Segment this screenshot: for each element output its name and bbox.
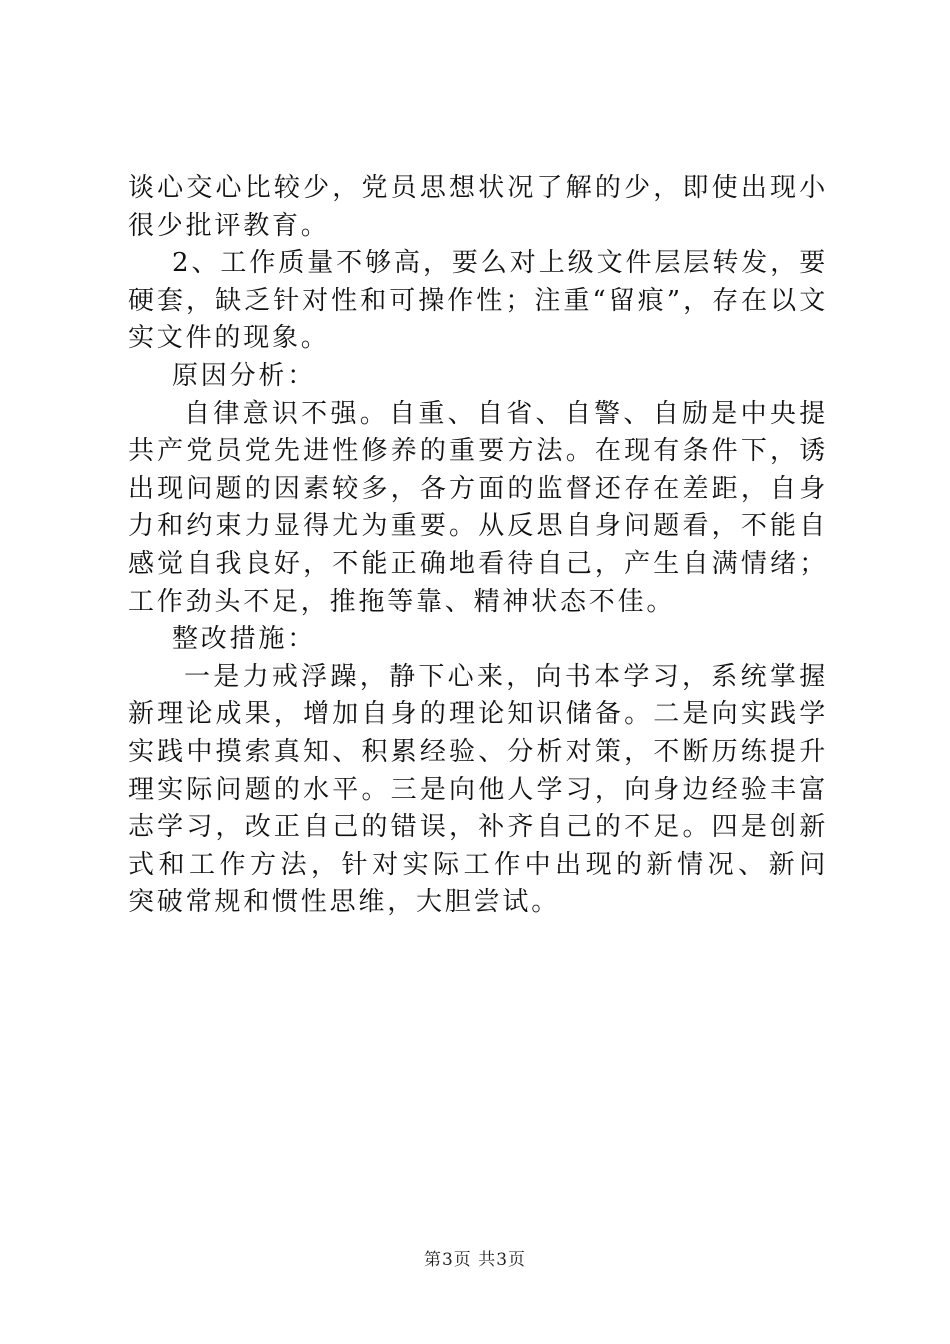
section-heading: 整改措施： — [172, 624, 317, 655]
page-number-footer: 第3页 共3页 — [423, 1250, 527, 1270]
text-line: 志学习，改正自己的错误，补齐自己的不足。四是创新 — [128, 812, 828, 843]
text-line: 自律意识不强。自重、自省、自警、自励是中央提 — [184, 398, 828, 429]
text-line: 新理论成果，增加自身的理论知识储备。二是向实践学 — [128, 699, 828, 730]
text-line: 工作劲头不足，推拖等靠、精神状态不佳。 — [128, 586, 676, 617]
document-body — [128, 170, 828, 922]
text-line: 实践中摸索真知、积累经验、分析对策，不断历练提升 — [128, 736, 828, 767]
text-line: 谈心交心比较少，党员思想状况了解的少，即使出现小 — [128, 173, 828, 203]
text-line: 一是力戒浮躁，静下心来，向书本学习，系统掌握 — [184, 661, 828, 692]
text-line: 很少批评教育。 — [128, 210, 330, 241]
text-line: 力和约束力显得尤为重要。从反思自身问题看，不能自 — [128, 511, 828, 542]
text-line: 出现问题的因素较多，各方面的监督还存在差距，自身 — [128, 473, 828, 504]
text-line: 实文件的现象。 — [128, 323, 330, 354]
section-heading: 原因分析： — [172, 360, 317, 391]
text-line: 式和工作方法，针对实际工作中出现的新情况、新问 — [128, 849, 828, 880]
text-line: 硬套，缺乏针对性和可操作性；注重“留痕”，存在以文 — [128, 285, 828, 316]
text-line: 2、工作质量不够高，要么对上级文件层层转发，要 — [172, 248, 828, 279]
text-line: 理实际问题的水平。三是向他人学习，向身边经验丰富 — [128, 774, 828, 805]
text-line: 突破常规和惯性思维，大胆尝试。 — [128, 887, 561, 918]
text-line: 共产党员党先进性修养的重要方法。在现有条件下，诱 — [128, 436, 828, 467]
text-line: 感觉自我良好，不能正确地看待自己，产生自满情绪； — [128, 548, 828, 579]
